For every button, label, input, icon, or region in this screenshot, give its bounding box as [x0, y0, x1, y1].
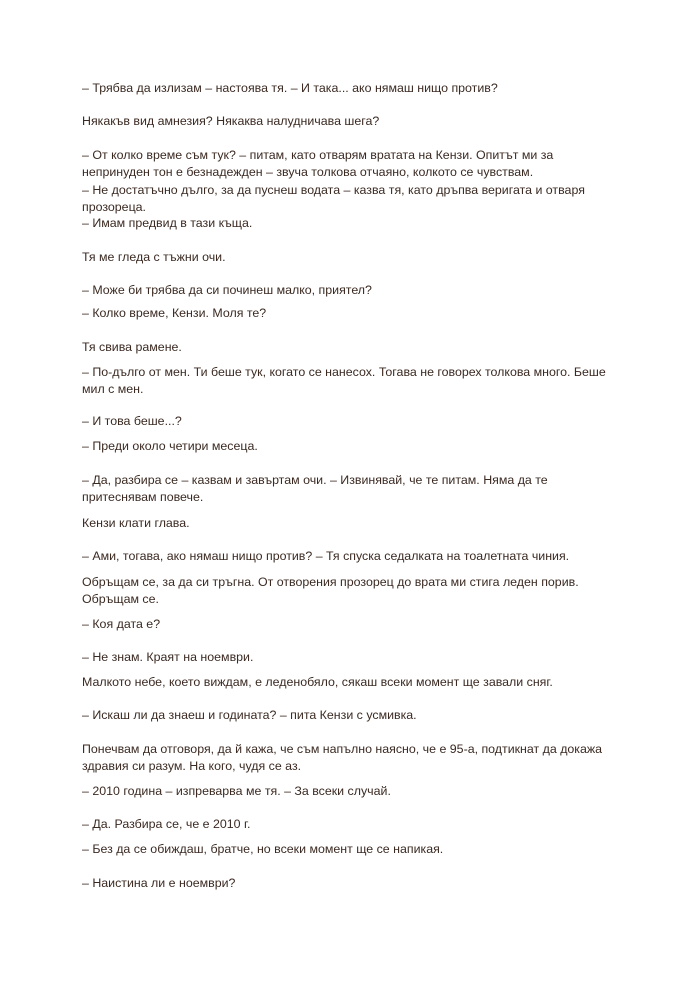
paragraph: – 2010 година – изпреварва ме тя. – За всеки случай.	[82, 784, 391, 798]
paragraph: Някакъв вид амнезия? Някаква налудничава шега?	[82, 114, 380, 128]
paragraph: – Искаш ли да знаеш и годината? – пита Кензи с усмивка.	[82, 708, 417, 722]
paragraph: – Ами, тогава, ако нямаш нищо против? – Тя спуска седалката на тоалетната чиния.	[82, 549, 570, 563]
paragraph: – Наистина ли е ноември?	[82, 876, 236, 890]
paragraph: Малкото небе, което виждам, е леденобяло, сякаш всеки момент ще завали сняг.	[82, 675, 553, 689]
paragraph: – Имам предвид в тази къща.	[82, 216, 253, 230]
paragraph: – Без да се обиждаш, братче, но всеки момент ще се напикая.	[82, 842, 444, 856]
paragraph: – Може би трябва да си починеш малко, приятел?	[82, 283, 372, 297]
paragraph: – Не знам. Краят на ноември.	[82, 650, 254, 664]
paragraph: – Не достатъчно дълго, за да пуснеш водата – казва тя, като дръпва веригата и отваря прозореца.	[82, 183, 585, 214]
paragraph: – По-дълго от мен. Ти беше тук, когато се нанесох. Тогава не говорех толкова много. Беше мил с мен.	[82, 365, 606, 396]
paragraph: Понечвам да отговоря, да й кажа, че съм напълно наясно, че е 95-а, подтикнат да докажа здравия си разум. На кого, чудя се аз.	[82, 742, 603, 773]
paragraph: – Трябва да излизам – настоява тя. – И така... ако нямаш нищо против?	[82, 81, 498, 95]
paragraph: – Коя дата е?	[82, 617, 161, 631]
paragraph: – Колко време, Кензи. Моля те?	[82, 306, 267, 320]
paragraph: – Преди около четири месеца.	[82, 439, 258, 453]
paragraph: Тя свива рамене.	[82, 340, 182, 354]
paragraph: Тя ме гледа с тъжни очи.	[82, 250, 226, 264]
paragraph: – Да, разбира се – казвам и завъртам очи. – Извинявай, че те питам. Няма да те притеснявам повече.	[82, 473, 548, 504]
paragraph: – Да. Разбира се, че е 2010 г.	[82, 817, 251, 831]
paragraph: – И това беше...?	[82, 414, 182, 428]
paragraph: – От колко време съм тук? – питам, като отварям вратата на Кензи. Опитът ми за непринуден тон е безнадежден – звуча толкова отчаяно, колкото се чувствам.	[82, 148, 554, 179]
paragraph: Кензи клати глава.	[82, 516, 190, 530]
paragraph: Обръщам се, за да си тръгна. От отворения прозорец до врата ми стига леден порив. Обръщам се.	[82, 575, 579, 606]
